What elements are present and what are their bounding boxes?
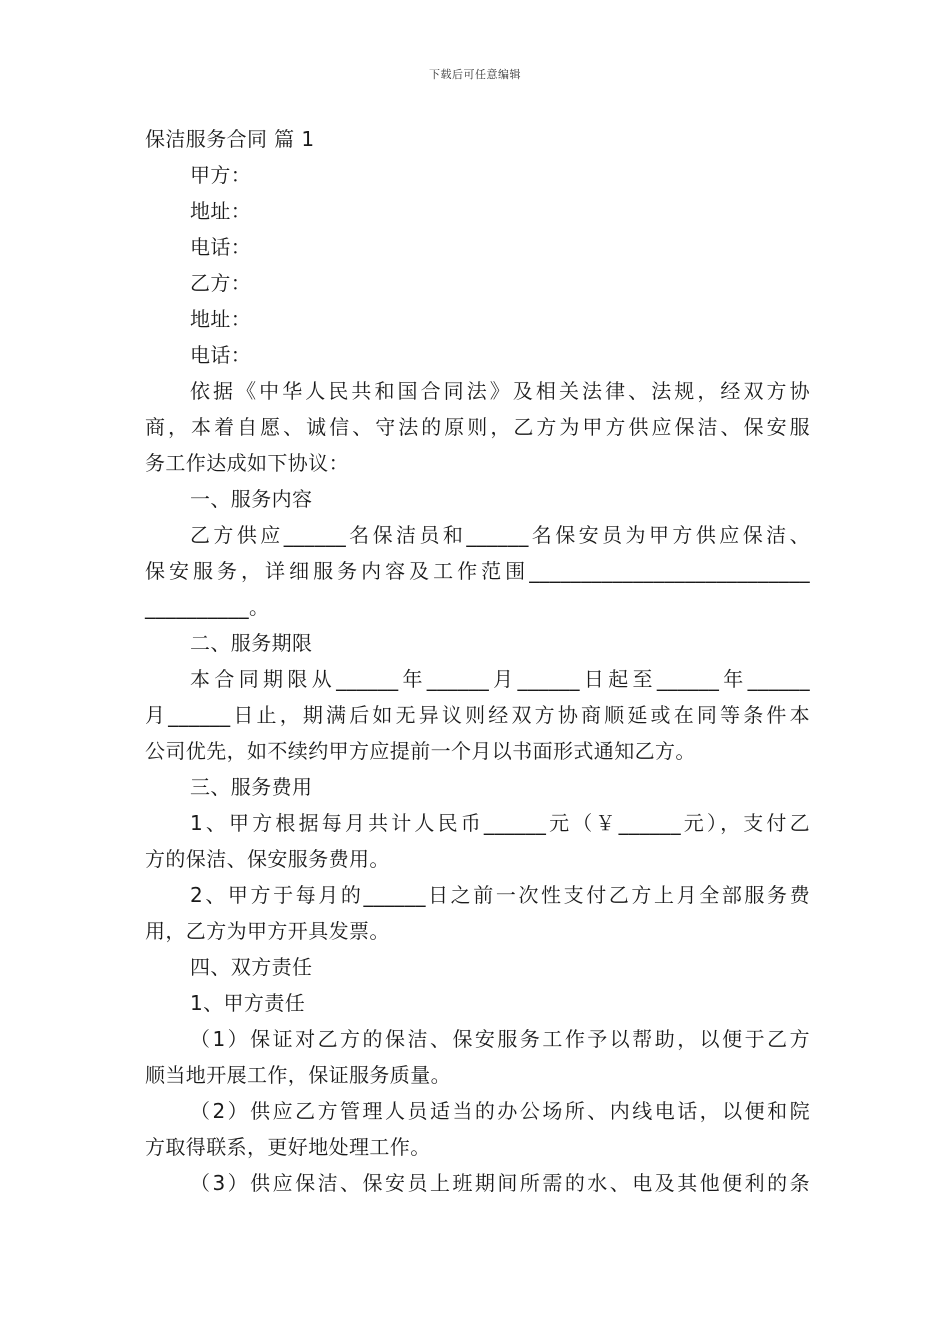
contract-line: 甲方： <box>190 163 252 187</box>
contract-line: 公司优先，如不续约甲方应提前一个月以书面形式通知乙方。 <box>145 739 696 763</box>
contract-line: 用，乙方为甲方开具发票。 <box>145 919 390 943</box>
contract-line: 顺当地开展工作，保证服务质量。 <box>145 1063 451 1087</box>
contract-line: 乙方： <box>190 271 252 295</box>
contract-line: 月______日止，期满后如无异议则经双方协商顺延或在同等条件本 <box>145 703 810 727</box>
contract-line: 1、甲方根据每月共计人民币______元（￥______元），支付乙 <box>190 811 810 835</box>
contract-line: 2、甲方于每月的______日之前一次性支付乙方上月全部服务费 <box>190 883 810 907</box>
contract-line: 地址： <box>190 199 252 223</box>
contract-line: 保安服务，详细服务内容及工作范围___________________________ <box>145 559 810 583</box>
contract-line: 1、甲方责任 <box>190 991 306 1015</box>
contract-line: 乙方供应______名保洁员和______名保安员为甲方供应保洁、 <box>190 523 810 547</box>
contract-line: 地址： <box>190 307 252 331</box>
document-title: 保洁服务合同 篇 1 <box>145 127 315 151</box>
contract-line: __________。 <box>145 595 270 619</box>
page-header-note: 下载后可任意编辑 <box>429 68 521 81</box>
contract-line: 四、双方责任 <box>190 955 313 979</box>
contract-line: 二、服务期限 <box>190 631 313 655</box>
contract-line: （3）供应保洁、保安员上班期间所需的水、电及其他便利的条 <box>190 1171 810 1195</box>
contract-line: 三、服务费用 <box>190 775 313 799</box>
contract-lines <box>145 157 810 1201</box>
contract-line: （2）供应乙方管理人员适当的办公场所、内线电话，以便和院 <box>190 1099 810 1123</box>
contract-line: 务工作达成如下协议： <box>145 451 349 475</box>
contract-line: 本合同期限从______年______月______日起至______年______ <box>190 667 810 691</box>
contract-line: 电话： <box>190 343 252 367</box>
contract-line: 商，本着自愿、诚信、守法的原则，乙方为甲方供应保洁、保安服 <box>145 415 810 439</box>
contract-line: 一、服务内容 <box>190 487 313 511</box>
contract-line: 依据《中华人民共和国合同法》及相关法律、法规，经双方协 <box>190 379 810 403</box>
contract-body <box>145 121 810 1201</box>
contract-line: 方取得联系，更好地处理工作。 <box>145 1135 431 1159</box>
contract-line: 方的保洁、保安服务费用。 <box>145 847 390 871</box>
contract-line: （1）保证对乙方的保洁、保安服务工作予以帮助，以便于乙方 <box>190 1027 810 1051</box>
contract-line: 电话： <box>190 235 252 259</box>
